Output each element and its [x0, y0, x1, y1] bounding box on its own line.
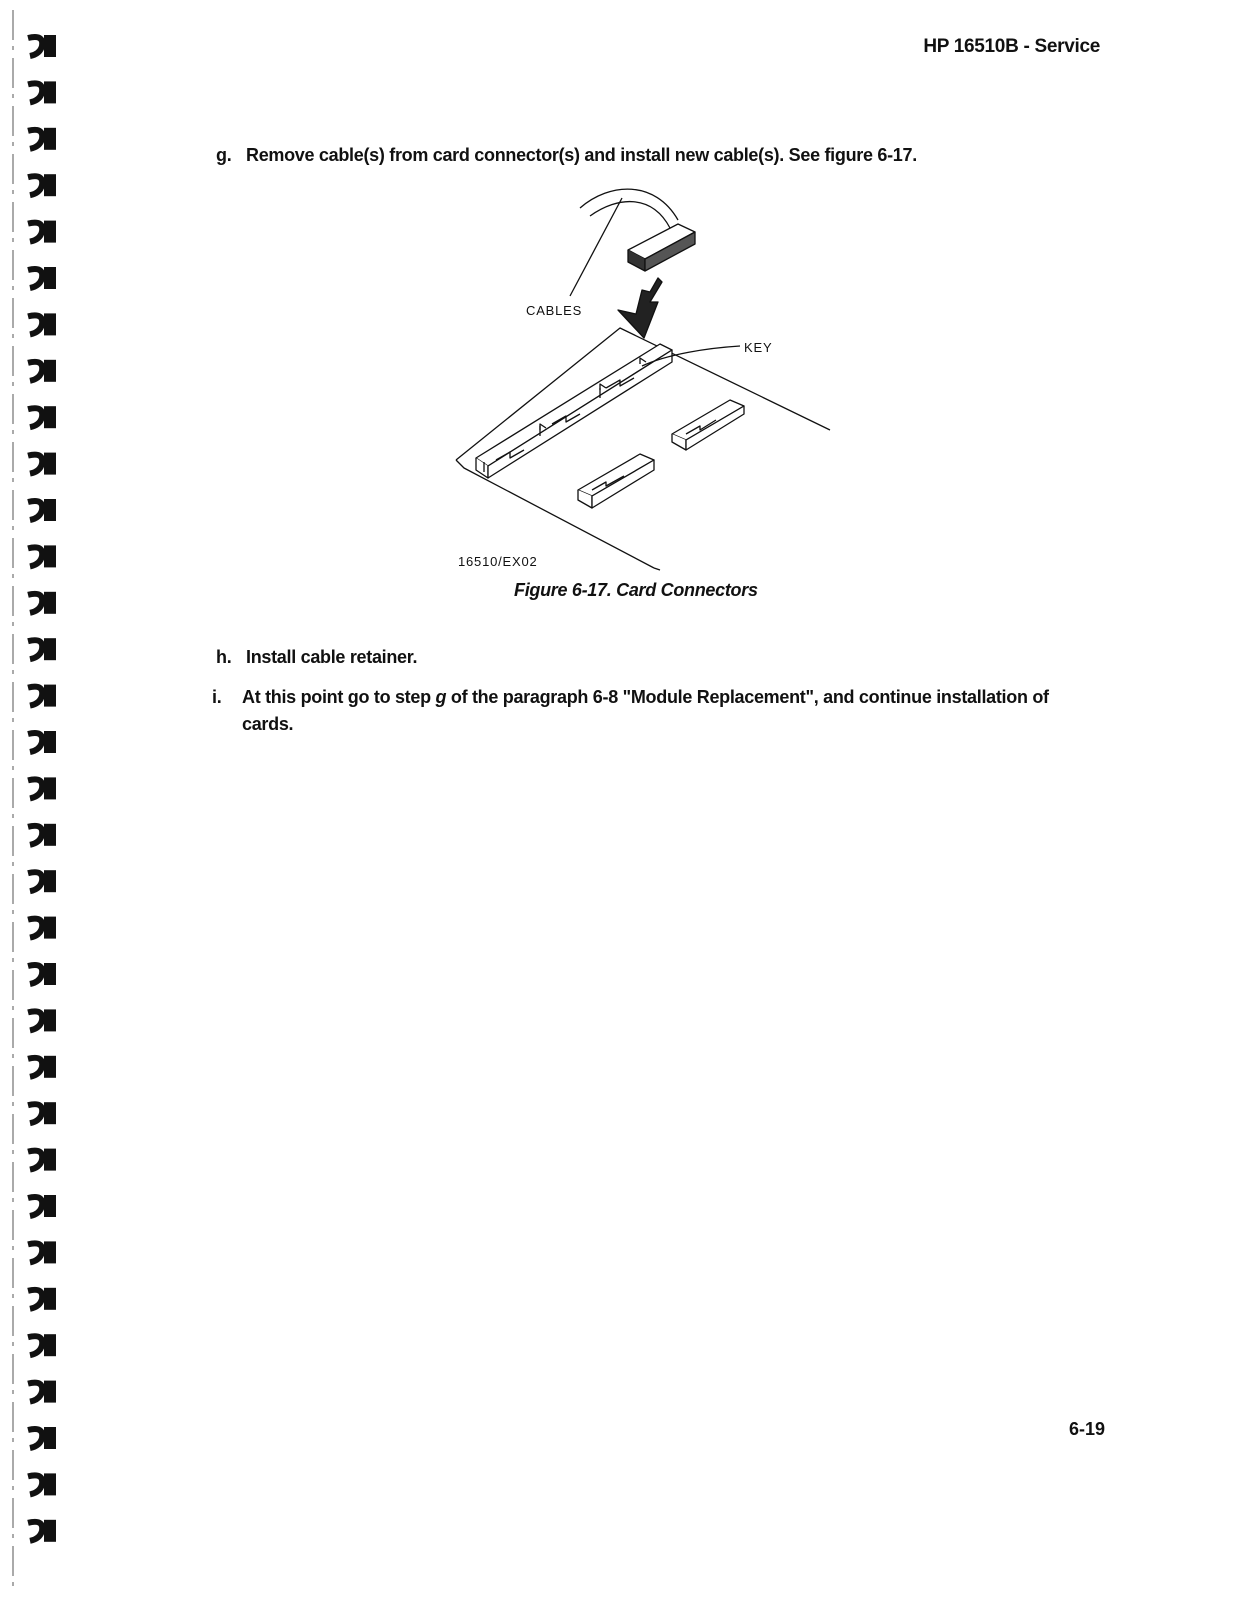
- binding-ring: [28, 1520, 56, 1542]
- key-callout: KEY: [744, 340, 773, 355]
- binding-ring: [28, 221, 56, 243]
- binding-ring: [28, 360, 56, 382]
- binding-ring: [28, 1473, 56, 1495]
- binding-ring: [28, 870, 56, 892]
- binding-ring: [28, 267, 56, 289]
- binding-ring: [28, 824, 56, 846]
- card-connectors-figure: [440, 168, 860, 588]
- step-i-label: i.: [212, 687, 222, 707]
- binding-ring: [28, 545, 56, 567]
- binding-ring: [28, 174, 56, 196]
- binding-ring: [28, 1381, 56, 1403]
- binding-ring: [28, 128, 56, 150]
- binding-ring: [28, 1149, 56, 1171]
- running-header: HP 16510B - Service: [923, 36, 1100, 57]
- binding-ring: [28, 1056, 56, 1078]
- binding-ring: [28, 592, 56, 614]
- binding-ring: [28, 1195, 56, 1217]
- binding-ring: [28, 731, 56, 753]
- step-i-text-before: At this point go to step: [242, 687, 436, 707]
- step-i-emphasis: g: [435, 687, 447, 707]
- figure-caption: Figure 6-17. Card Connectors: [514, 580, 758, 600]
- cables-callout: CABLES: [526, 303, 583, 318]
- step-i-text-after: of the paragraph 6-8 "Module Replacement", and continue installation of: [446, 687, 1049, 707]
- binding-ring: [28, 313, 56, 335]
- step-h-label: h.: [216, 647, 232, 667]
- binding-ring: [28, 81, 56, 103]
- binding-ring: [28, 1427, 56, 1449]
- binding-ring: [28, 1241, 56, 1263]
- binding-ring: [28, 406, 56, 428]
- binding-ring: [28, 453, 56, 475]
- binding-ring: [28, 1334, 56, 1356]
- step-g-label: g.: [216, 145, 232, 165]
- drawing-id: 16510/EX02: [458, 554, 538, 569]
- binding-ring: [28, 777, 56, 799]
- step-i-continuation: cards.: [242, 714, 294, 734]
- spiral-binding: [0, 0, 80, 1600]
- card-connectors-illustration: [440, 168, 860, 588]
- binding-rings-graphic: [0, 0, 80, 1600]
- binding-ring: [28, 499, 56, 521]
- binding-ring: [28, 917, 56, 939]
- page-number: 6-19: [1069, 1419, 1106, 1439]
- binding-ring: [28, 35, 56, 57]
- step-g-text: Remove cable(s) from card connector(s) and install new cable(s). See figure 6-17.: [246, 145, 917, 165]
- step-i: [212, 684, 1092, 738]
- step-h: [216, 644, 417, 671]
- binding-ring: [28, 685, 56, 707]
- binding-ring: [28, 1009, 56, 1031]
- binding-ring: [28, 638, 56, 660]
- binding-ring: [28, 1102, 56, 1124]
- step-h-text: Install cable retainer.: [246, 647, 418, 667]
- binding-ring: [28, 963, 56, 985]
- binding-ring: [28, 1288, 56, 1310]
- step-g: [216, 142, 917, 169]
